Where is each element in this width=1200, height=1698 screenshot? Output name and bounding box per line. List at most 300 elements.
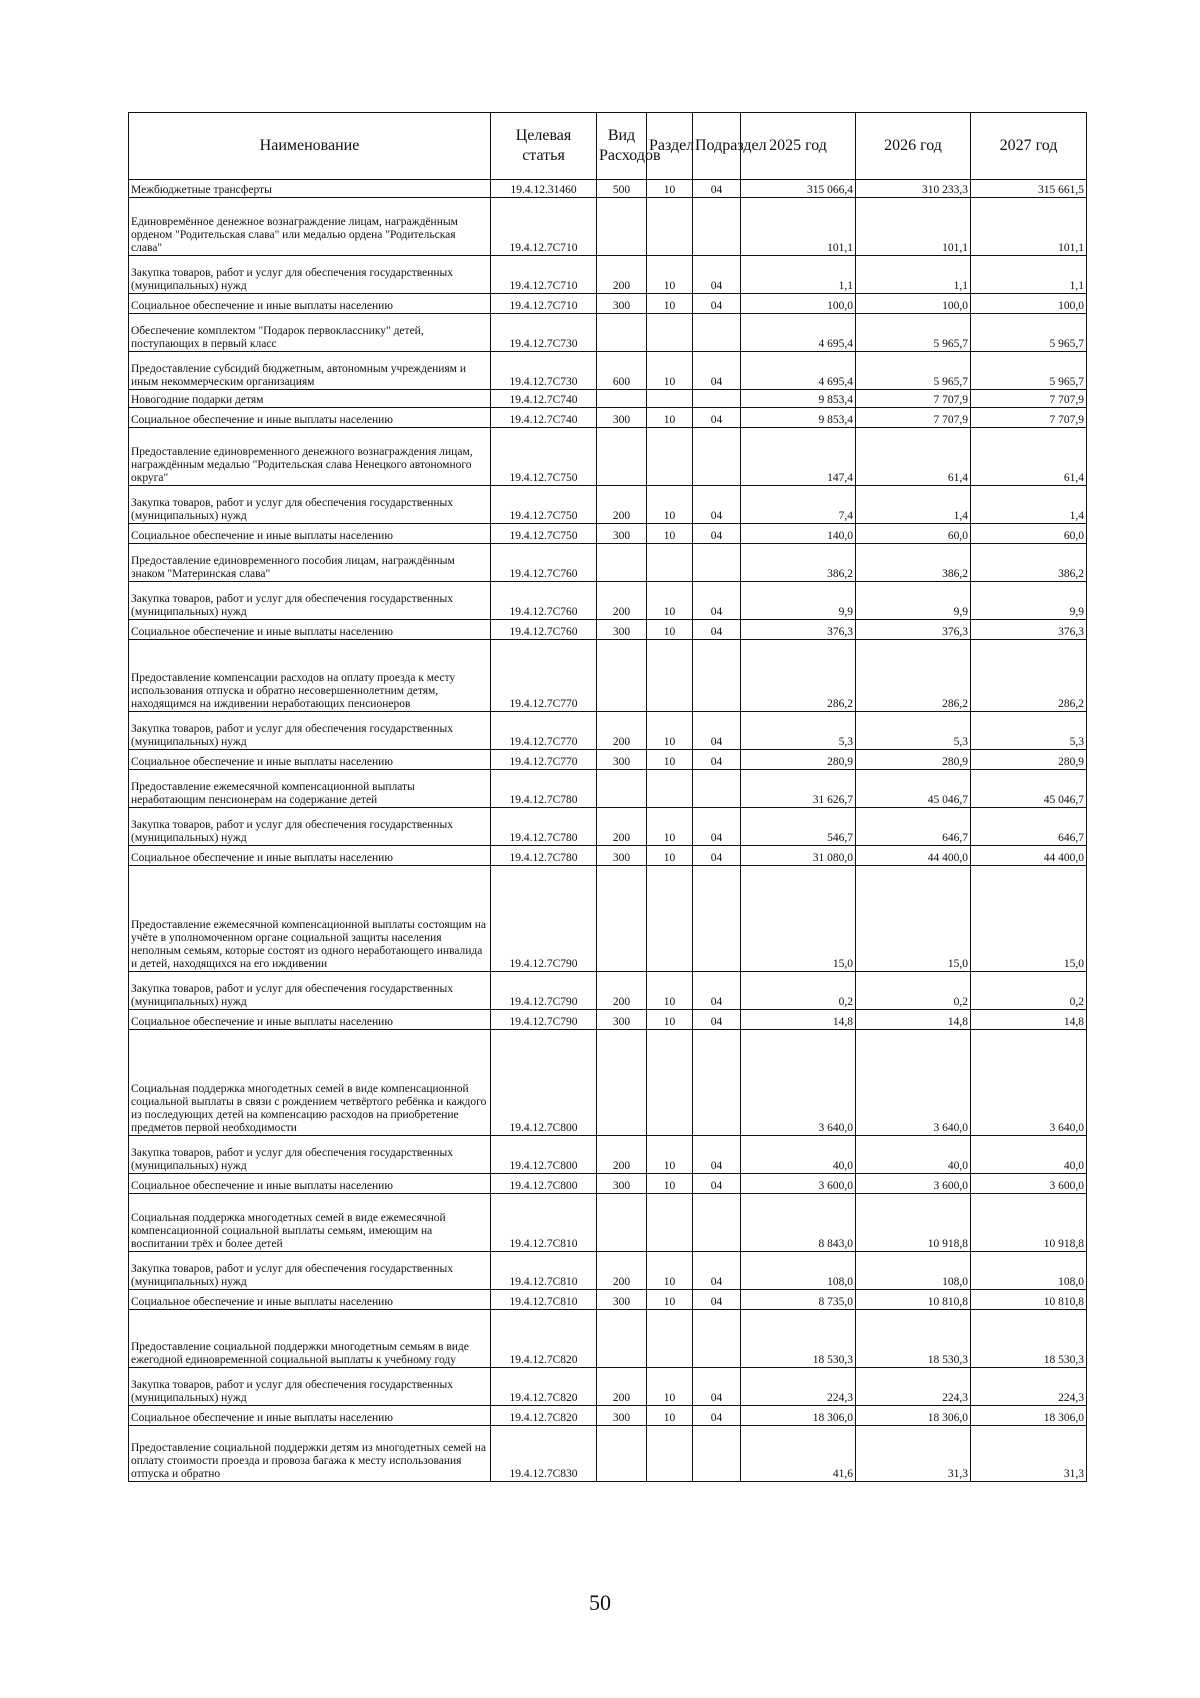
row-exp-type: 300	[597, 524, 647, 544]
row-value-2025: 7,4	[741, 486, 856, 524]
row-value-2027: 18 530,3	[971, 1310, 1087, 1368]
table-row	[129, 1010, 1087, 1030]
row-value-2025: 108,0	[741, 1252, 856, 1290]
row-subsection	[693, 428, 741, 486]
row-section: 10	[647, 486, 693, 524]
row-section: 10	[647, 582, 693, 620]
row-subsection: 04	[693, 352, 741, 390]
row-value-2026: 60,0	[856, 524, 971, 544]
table-row	[129, 524, 1087, 544]
table-row	[129, 1426, 1087, 1482]
row-exp-type	[597, 640, 647, 712]
row-exp-type: 200	[597, 582, 647, 620]
row-value-2025: 5,3	[741, 712, 856, 750]
row-value-2026: 286,2	[856, 640, 971, 712]
row-name: Социальное обеспечение и иные выплаты населению	[129, 524, 491, 544]
row-subsection: 04	[693, 1174, 741, 1194]
table-row	[129, 198, 1087, 256]
row-exp-type	[597, 390, 647, 408]
row-subsection	[693, 1030, 741, 1136]
row-value-2027: 14,8	[971, 1010, 1087, 1030]
row-exp-type: 300	[597, 294, 647, 314]
row-name: Социальное обеспечение и иные выплаты населению	[129, 294, 491, 314]
row-target: 19.4.12.7С830	[491, 1426, 597, 1482]
row-exp-type: 200	[597, 256, 647, 294]
row-name: Закупка товаров, работ и услуг для обеспечения государственных (муниципальных) нужд	[129, 808, 491, 846]
row-value-2026: 61,4	[856, 428, 971, 486]
row-value-2027: 376,3	[971, 620, 1087, 640]
row-exp-type	[597, 198, 647, 256]
row-exp-type: 200	[597, 1252, 647, 1290]
table-header-row	[129, 113, 1087, 180]
header-2025: 2025 год	[741, 113, 856, 180]
row-value-2027: 7 707,9	[971, 408, 1087, 428]
row-target: 19.4.12.7С790	[491, 866, 597, 972]
row-subsection	[693, 866, 741, 972]
row-subsection	[693, 314, 741, 352]
table-row	[129, 486, 1087, 524]
table-row	[129, 256, 1087, 294]
row-exp-type: 300	[597, 1406, 647, 1426]
row-value-2025: 15,0	[741, 866, 856, 972]
row-target: 19.4.12.7С820	[491, 1406, 597, 1426]
row-exp-type: 300	[597, 1174, 647, 1194]
row-section	[647, 1310, 693, 1368]
row-exp-type	[597, 428, 647, 486]
row-value-2025: 3 640,0	[741, 1030, 856, 1136]
row-value-2025: 4 695,4	[741, 314, 856, 352]
row-value-2027: 5,3	[971, 712, 1087, 750]
row-value-2026: 3 640,0	[856, 1030, 971, 1136]
row-value-2025: 40,0	[741, 1136, 856, 1174]
row-target: 19.4.12.7С760	[491, 620, 597, 640]
row-subsection: 04	[693, 582, 741, 620]
table-row	[129, 750, 1087, 770]
row-value-2025: 140,0	[741, 524, 856, 544]
row-section	[647, 428, 693, 486]
row-name: Предоставление субсидий бюджетным, автономным учреждениям и иным некоммерческим организациям	[129, 352, 491, 390]
row-name: Закупка товаров, работ и услуг для обеспечения государственных (муниципальных) нужд	[129, 486, 491, 524]
row-name: Предоставление ежемесячной компенсационной выплаты состоящим на учёте в уполномоченном органе социальной защиты населения неполным семьям, которые состоят из одного неработающего инвалида и детей, находящихся на его иждивении	[129, 866, 491, 972]
row-section	[647, 198, 693, 256]
row-name: Закупка товаров, работ и услуг для обеспечения государственных (муниципальных) нужд	[129, 712, 491, 750]
row-section: 10	[647, 408, 693, 428]
row-exp-type: 200	[597, 808, 647, 846]
table-row	[129, 180, 1087, 198]
row-section: 10	[647, 750, 693, 770]
row-value-2025: 100,0	[741, 294, 856, 314]
row-name: Предоставление единовременного пособия лицам, награждённым знаком "Материнская слава"	[129, 544, 491, 582]
row-value-2026: 108,0	[856, 1252, 971, 1290]
row-exp-type: 200	[597, 486, 647, 524]
row-target: 19.4.12.7С780	[491, 846, 597, 866]
budget-table	[128, 112, 1087, 1482]
row-name: Предоставление социальной поддержки многодетным семьям в виде ежегодной единовременной социальной выплаты к учебному году	[129, 1310, 491, 1368]
row-value-2026: 100,0	[856, 294, 971, 314]
row-value-2025: 386,2	[741, 544, 856, 582]
row-section	[647, 770, 693, 808]
row-value-2026: 646,7	[856, 808, 971, 846]
row-value-2025: 9 853,4	[741, 390, 856, 408]
row-exp-type: 600	[597, 352, 647, 390]
row-section	[647, 1426, 693, 1482]
row-value-2027: 286,2	[971, 640, 1087, 712]
row-target: 19.4.12.7С710	[491, 198, 597, 256]
row-target: 19.4.12.7С790	[491, 1010, 597, 1030]
table-row	[129, 1174, 1087, 1194]
row-value-2026: 18 530,3	[856, 1310, 971, 1368]
row-target: 19.4.12.7С800	[491, 1174, 597, 1194]
row-value-2025: 147,4	[741, 428, 856, 486]
row-value-2027: 386,2	[971, 544, 1087, 582]
row-section	[647, 1030, 693, 1136]
row-value-2027: 18 306,0	[971, 1406, 1087, 1426]
table-row	[129, 544, 1087, 582]
table-row	[129, 390, 1087, 408]
row-value-2026: 15,0	[856, 866, 971, 972]
row-subsection	[693, 1310, 741, 1368]
row-value-2026: 5 965,7	[856, 314, 971, 352]
row-value-2027: 108,0	[971, 1252, 1087, 1290]
row-value-2027: 3 600,0	[971, 1174, 1087, 1194]
table-row	[129, 846, 1087, 866]
row-name: Межбюджетные трансферты	[129, 180, 491, 198]
row-section: 10	[647, 256, 693, 294]
row-section: 10	[647, 294, 693, 314]
row-value-2025: 3 600,0	[741, 1174, 856, 1194]
row-value-2026: 376,3	[856, 620, 971, 640]
row-exp-type	[597, 1426, 647, 1482]
row-target: 19.4.12.7С730	[491, 352, 597, 390]
row-exp-type	[597, 1194, 647, 1252]
row-section: 10	[647, 352, 693, 390]
row-target: 19.4.12.7С760	[491, 544, 597, 582]
row-exp-type: 300	[597, 750, 647, 770]
row-value-2025: 101,1	[741, 198, 856, 256]
row-value-2026: 7 707,9	[856, 408, 971, 428]
row-value-2025: 14,8	[741, 1010, 856, 1030]
row-value-2026: 101,1	[856, 198, 971, 256]
row-target: 19.4.12.7С780	[491, 808, 597, 846]
row-value-2027: 7 707,9	[971, 390, 1087, 408]
row-name: Предоставление единовременного денежного вознаграждения лицам, награждённым медалью "Родительская слава Ненецкого автономного округа"	[129, 428, 491, 486]
row-value-2026: 1,1	[856, 256, 971, 294]
header-2026: 2026 год	[856, 113, 971, 180]
row-subsection: 04	[693, 1010, 741, 1030]
row-subsection: 04	[693, 180, 741, 198]
row-value-2027: 9,9	[971, 582, 1087, 620]
row-exp-type: 500	[597, 180, 647, 198]
row-subsection	[693, 1426, 741, 1482]
row-target: 19.4.12.7С800	[491, 1030, 597, 1136]
header-subsection: Подраздел	[693, 113, 741, 180]
row-section: 10	[647, 1368, 693, 1406]
row-value-2027: 315 661,5	[971, 180, 1087, 198]
row-exp-type	[597, 544, 647, 582]
table-row	[129, 1030, 1087, 1136]
row-value-2026: 44 400,0	[856, 846, 971, 866]
row-subsection	[693, 1194, 741, 1252]
row-value-2027: 44 400,0	[971, 846, 1087, 866]
row-section: 10	[647, 1136, 693, 1174]
row-value-2027: 224,3	[971, 1368, 1087, 1406]
row-name: Предоставление ежемесячной компенсационной выплаты неработающим пенсионерам на содержание детей	[129, 770, 491, 808]
row-target: 19.4.12.7С820	[491, 1368, 597, 1406]
row-value-2027: 5 965,7	[971, 314, 1087, 352]
row-value-2025: 315 066,4	[741, 180, 856, 198]
row-exp-type: 300	[597, 846, 647, 866]
row-target: 19.4.12.31460	[491, 180, 597, 198]
row-exp-type	[597, 1310, 647, 1368]
row-value-2025: 31 080,0	[741, 846, 856, 866]
table-row	[129, 314, 1087, 352]
header-section: Раздел	[647, 113, 693, 180]
row-target: 19.4.12.7С770	[491, 712, 597, 750]
row-target: 19.4.12.7С810	[491, 1194, 597, 1252]
table-row	[129, 1368, 1087, 1406]
row-exp-type	[597, 314, 647, 352]
row-target: 19.4.12.7С710	[491, 256, 597, 294]
row-target: 19.4.12.7С750	[491, 524, 597, 544]
row-value-2026: 10 918,8	[856, 1194, 971, 1252]
row-subsection: 04	[693, 524, 741, 544]
table-row	[129, 1290, 1087, 1310]
row-value-2025: 31 626,7	[741, 770, 856, 808]
row-subsection: 04	[693, 712, 741, 750]
header-name: Наименование	[129, 113, 491, 180]
row-value-2026: 45 046,7	[856, 770, 971, 808]
row-subsection: 04	[693, 750, 741, 770]
row-value-2025: 4 695,4	[741, 352, 856, 390]
row-value-2027: 1,1	[971, 256, 1087, 294]
row-exp-type	[597, 1030, 647, 1136]
row-name: Новогодние подарки детям	[129, 390, 491, 408]
row-name: Предоставление компенсации расходов на оплату проезда к месту использования отпуска и обратно несовершеннолетним детям, находящимся на иждивении неработающих пенсионеров	[129, 640, 491, 712]
row-exp-type: 300	[597, 1290, 647, 1310]
row-value-2026: 10 810,8	[856, 1290, 971, 1310]
row-value-2026: 3 600,0	[856, 1174, 971, 1194]
row-name: Социальное обеспечение и иные выплаты населению	[129, 1406, 491, 1426]
row-section: 10	[647, 712, 693, 750]
row-subsection: 04	[693, 1368, 741, 1406]
row-value-2027: 31,3	[971, 1426, 1087, 1482]
row-value-2027: 3 640,0	[971, 1030, 1087, 1136]
row-subsection: 04	[693, 256, 741, 294]
table-row	[129, 770, 1087, 808]
table-row	[129, 808, 1087, 846]
row-value-2026: 9,9	[856, 582, 971, 620]
row-subsection: 04	[693, 620, 741, 640]
row-value-2026: 224,3	[856, 1368, 971, 1406]
row-name: Социальное обеспечение и иные выплаты населению	[129, 846, 491, 866]
row-value-2026: 280,9	[856, 750, 971, 770]
row-subsection	[693, 544, 741, 582]
row-value-2027: 10 918,8	[971, 1194, 1087, 1252]
row-name: Социальное обеспечение и иные выплаты населению	[129, 1290, 491, 1310]
row-value-2027: 0,2	[971, 972, 1087, 1010]
row-subsection: 04	[693, 408, 741, 428]
row-target: 19.4.12.7С810	[491, 1290, 597, 1310]
row-exp-type: 200	[597, 972, 647, 1010]
row-name: Обеспечение комплектом "Подарок первокласснику" детей, поступающих в первый класс	[129, 314, 491, 352]
row-value-2027: 60,0	[971, 524, 1087, 544]
header-2027: 2027 год	[971, 113, 1087, 180]
row-value-2027: 280,9	[971, 750, 1087, 770]
row-value-2027: 61,4	[971, 428, 1087, 486]
row-value-2025: 546,7	[741, 808, 856, 846]
table-row	[129, 620, 1087, 640]
row-target: 19.4.12.7С730	[491, 314, 597, 352]
row-section: 10	[647, 1406, 693, 1426]
row-target: 19.4.12.7С810	[491, 1252, 597, 1290]
page-number: 50	[589, 1590, 611, 1615]
row-value-2025: 9,9	[741, 582, 856, 620]
row-subsection: 04	[693, 294, 741, 314]
row-name: Закупка товаров, работ и услуг для обеспечения государственных (муниципальных) нужд	[129, 582, 491, 620]
row-name: Социальная поддержка многодетных семей в виде ежемесячной компенсационной социальной выплаты семьям, имеющим на воспитании трёх и более детей	[129, 1194, 491, 1252]
row-value-2026: 5,3	[856, 712, 971, 750]
row-target: 19.4.12.7С740	[491, 390, 597, 408]
row-target: 19.4.12.7С760	[491, 582, 597, 620]
row-name: Социальное обеспечение и иные выплаты населению	[129, 750, 491, 770]
header-target: Целевая статья	[491, 113, 597, 180]
row-exp-type: 200	[597, 1136, 647, 1174]
row-value-2025: 286,2	[741, 640, 856, 712]
row-exp-type: 200	[597, 1368, 647, 1406]
row-name: Закупка товаров, работ и услуг для обеспечения государственных (муниципальных) нужд	[129, 1252, 491, 1290]
row-value-2025: 9 853,4	[741, 408, 856, 428]
row-section: 10	[647, 1174, 693, 1194]
row-name: Закупка товаров, работ и услуг для обеспечения государственных (муниципальных) нужд	[129, 256, 491, 294]
row-value-2027: 5 965,7	[971, 352, 1087, 390]
table-row	[129, 294, 1087, 314]
row-value-2026: 386,2	[856, 544, 971, 582]
row-exp-type: 300	[597, 620, 647, 640]
row-value-2026: 18 306,0	[856, 1406, 971, 1426]
row-section: 10	[647, 180, 693, 198]
row-value-2026: 0,2	[856, 972, 971, 1010]
row-target: 19.4.12.7С750	[491, 486, 597, 524]
row-subsection	[693, 640, 741, 712]
row-value-2027: 45 046,7	[971, 770, 1087, 808]
row-value-2026: 1,4	[856, 486, 971, 524]
row-target: 19.4.12.7С770	[491, 640, 597, 712]
row-subsection: 04	[693, 1136, 741, 1174]
row-value-2026: 5 965,7	[856, 352, 971, 390]
row-subsection	[693, 198, 741, 256]
row-section	[647, 866, 693, 972]
row-section: 10	[647, 808, 693, 846]
table-body	[129, 180, 1087, 1482]
row-section: 10	[647, 1010, 693, 1030]
row-value-2027: 10 810,8	[971, 1290, 1087, 1310]
row-value-2025: 280,9	[741, 750, 856, 770]
row-value-2025: 1,1	[741, 256, 856, 294]
row-value-2025: 18 530,3	[741, 1310, 856, 1368]
row-section: 10	[647, 972, 693, 1010]
table-row	[129, 972, 1087, 1010]
row-exp-type: 300	[597, 1010, 647, 1030]
row-subsection: 04	[693, 846, 741, 866]
row-value-2026: 310 233,3	[856, 180, 971, 198]
row-value-2027: 101,1	[971, 198, 1087, 256]
row-name: Единовремённое денежное вознаграждение лицам, награждённым орденом "Родительская слава" или медалью ордена "Родительская слава"	[129, 198, 491, 256]
row-value-2027: 40,0	[971, 1136, 1087, 1174]
row-value-2025: 224,3	[741, 1368, 856, 1406]
row-target: 19.4.12.7С800	[491, 1136, 597, 1174]
row-target: 19.4.12.7С790	[491, 972, 597, 1010]
table-row	[129, 1194, 1087, 1252]
table-row	[129, 1406, 1087, 1426]
row-name: Социальная поддержка многодетных семей в виде компенсационной социальной выплаты в связи с рождением четвёртого ребёнка и каждого из последующих детей на компенсацию расходов на приобретение предметов первой необходимости	[129, 1030, 491, 1136]
row-name: Социальное обеспечение и иные выплаты населению	[129, 1174, 491, 1194]
table-row	[129, 428, 1087, 486]
row-value-2026: 14,8	[856, 1010, 971, 1030]
row-value-2025: 41,6	[741, 1426, 856, 1482]
row-name: Социальное обеспечение и иные выплаты населению	[129, 408, 491, 428]
row-value-2026: 7 707,9	[856, 390, 971, 408]
table-row	[129, 712, 1087, 750]
row-name: Закупка товаров, работ и услуг для обеспечения государственных (муниципальных) нужд	[129, 972, 491, 1010]
table-row	[129, 866, 1087, 972]
row-section: 10	[647, 524, 693, 544]
row-section: 10	[647, 846, 693, 866]
row-subsection	[693, 390, 741, 408]
row-section: 10	[647, 620, 693, 640]
row-target: 19.4.12.7С710	[491, 294, 597, 314]
row-subsection	[693, 770, 741, 808]
row-name: Предоставление социальной поддержки детям из многодетных семей на оплату стоимости проезда и провоза багажа к месту использования отпуска и обратно	[129, 1426, 491, 1482]
row-name: Закупка товаров, работ и услуг для обеспечения государственных (муниципальных) нужд	[129, 1136, 491, 1174]
row-section: 10	[647, 1290, 693, 1310]
row-subsection: 04	[693, 808, 741, 846]
row-subsection: 04	[693, 486, 741, 524]
row-value-2027: 1,4	[971, 486, 1087, 524]
table-row	[129, 352, 1087, 390]
row-section	[647, 544, 693, 582]
row-section	[647, 1194, 693, 1252]
table-row	[129, 408, 1087, 428]
row-exp-type: 200	[597, 712, 647, 750]
row-value-2025: 18 306,0	[741, 1406, 856, 1426]
row-target: 19.4.12.7С740	[491, 408, 597, 428]
row-subsection: 04	[693, 1406, 741, 1426]
row-value-2027: 100,0	[971, 294, 1087, 314]
row-target: 19.4.12.7С780	[491, 770, 597, 808]
row-value-2026: 31,3	[856, 1426, 971, 1482]
row-target: 19.4.12.7С820	[491, 1310, 597, 1368]
table-row	[129, 1136, 1087, 1174]
row-subsection: 04	[693, 1290, 741, 1310]
row-value-2025: 376,3	[741, 620, 856, 640]
row-exp-type	[597, 770, 647, 808]
row-value-2025: 0,2	[741, 972, 856, 1010]
row-exp-type	[597, 866, 647, 972]
table-row	[129, 1310, 1087, 1368]
table-row	[129, 1252, 1087, 1290]
row-name: Закупка товаров, работ и услуг для обеспечения государственных (муниципальных) нужд	[129, 1368, 491, 1406]
row-subsection: 04	[693, 1252, 741, 1290]
row-value-2025: 8 735,0	[741, 1290, 856, 1310]
row-value-2025: 8 843,0	[741, 1194, 856, 1252]
row-exp-type: 300	[597, 408, 647, 428]
row-target: 19.4.12.7С750	[491, 428, 597, 486]
row-name: Социальное обеспечение и иные выплаты населению	[129, 1010, 491, 1030]
row-target: 19.4.12.7С770	[491, 750, 597, 770]
row-value-2026: 40,0	[856, 1136, 971, 1174]
row-value-2027: 646,7	[971, 808, 1087, 846]
row-section	[647, 390, 693, 408]
